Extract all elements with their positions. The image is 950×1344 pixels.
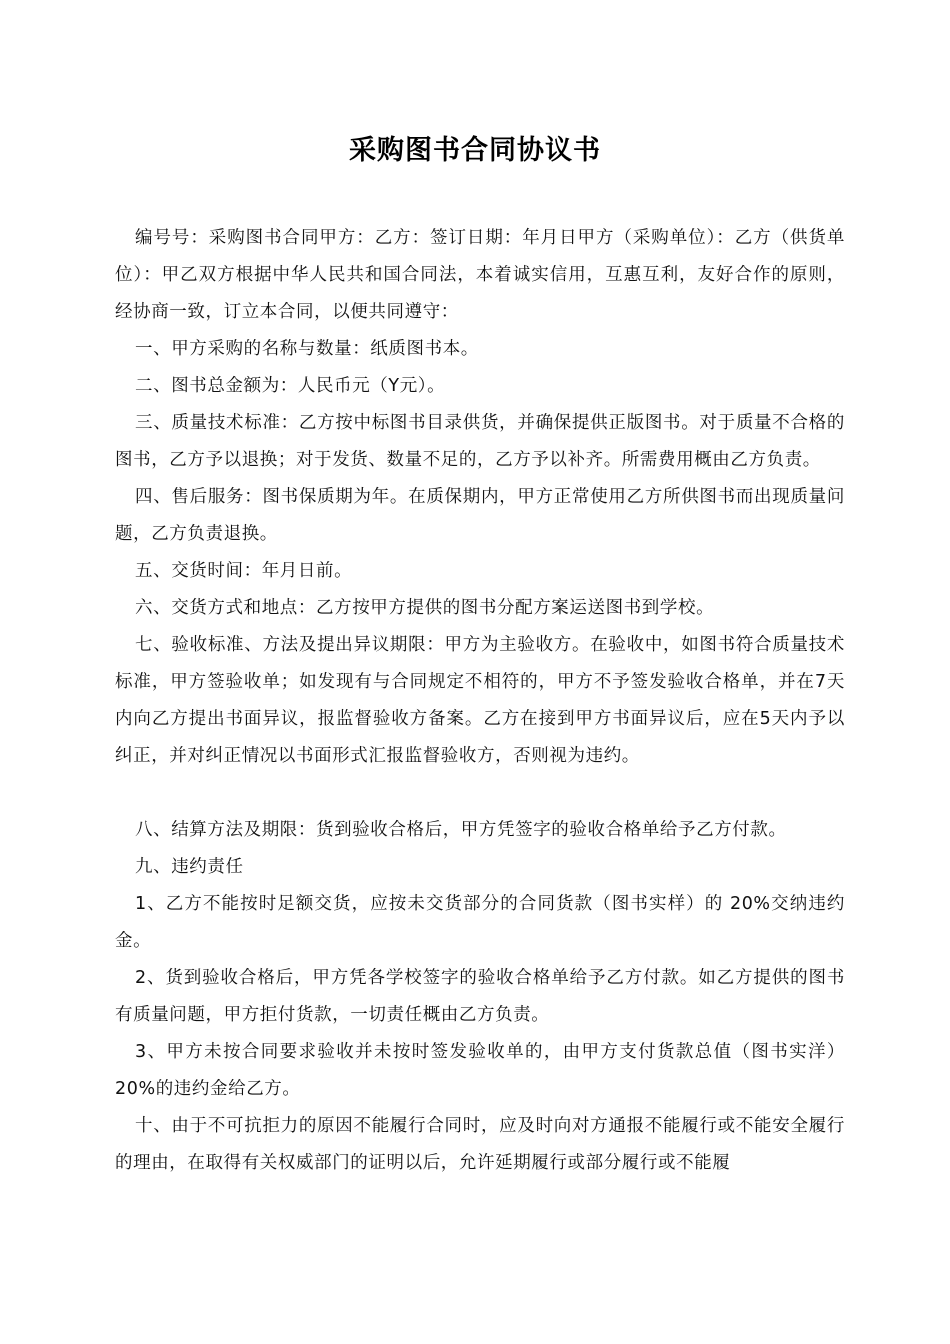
paragraph-preamble: 编号号：采购图书合同甲方：乙方：签订日期：年月日甲方（采购单位）：乙方（供货单位）：甲乙双方根据中华人民共和国合同法，本着诚实信用，互惠互利，友好合作的原则，经协商一致，订立本合同，以便共同遵守：: [115, 228, 845, 322]
document-body: [115, 220, 845, 1182]
paragraph-clause-10: 十、由于不可抗拒力的原因不能履行合同时，应及时向对方通报不能履行或不能安全履行的理由，在取得有关权威部门的证明以后，允许延期履行或部分履行或不能履: [115, 1116, 845, 1173]
paragraph-clause-9-item-1: 1、乙方不能按时足额交货，应按未交货部分的合同货款（图书实样）的 20%交纳违约金。: [115, 894, 845, 951]
paragraph-clause-5: 五、交货时间：年月日前。: [135, 561, 353, 581]
paragraph-clause-9-item-3: 3、甲方未按合同要求验收并未按时签发验收单的，由甲方支付货款总值（图书实洋）20%的违约金给乙方。: [115, 1042, 845, 1099]
paragraph-clause-9: 九、违约责任: [135, 857, 244, 877]
paragraph-clause-1: 一、甲方采购的名称与数量：纸质图书本。: [135, 339, 479, 359]
document-title: 采购图书合同协议书: [349, 135, 601, 166]
paragraph-clause-6: 六、交货方式和地点：乙方按甲方提供的图书分配方案运送图书到学校。: [135, 598, 715, 618]
paragraph-clause-7: 七、验收标准、方法及提出异议期限：甲方为主验收方。在验收中，如图书符合质量技术标准，甲方签验收单；如发现有与合同规定不相符的，甲方不予签发验收合格单，并在7天内向乙方提出书面异议，报监督验收方备案。乙方在接到甲方书面异议后，应在5天内予以纠正，并对纠正情况以书面形式汇报监督验收方，否则视为违约。: [115, 635, 845, 766]
paragraph-clause-4: 四、售后服务：图书保质期为年。在质保期内，甲方正常使用乙方所供图书而出现质量问题，乙方负责退换。: [115, 487, 845, 544]
paragraph-clause-2: 二、图书总金额为：人民币元（Y元）。: [135, 376, 446, 396]
paragraph-clause-9-item-2: 2、货到验收合格后，甲方凭各学校签字的验收合格单给予乙方付款。如乙方提供的图书有质量问题，甲方拒付货款，一切责任概由乙方负责。: [115, 968, 845, 1025]
paragraph-clause-3: 三、质量技术标准：乙方按中标图书目录供货，并确保提供正版图书。对于质量不合格的图书，乙方予以退换；对于发货、数量不足的，乙方予以补齐。所需费用概由乙方负责。: [115, 413, 845, 470]
paragraph-clause-8: 八、结算方法及期限：货到验收合格后，甲方凭签字的验收合格单给予乙方付款。: [135, 820, 787, 840]
